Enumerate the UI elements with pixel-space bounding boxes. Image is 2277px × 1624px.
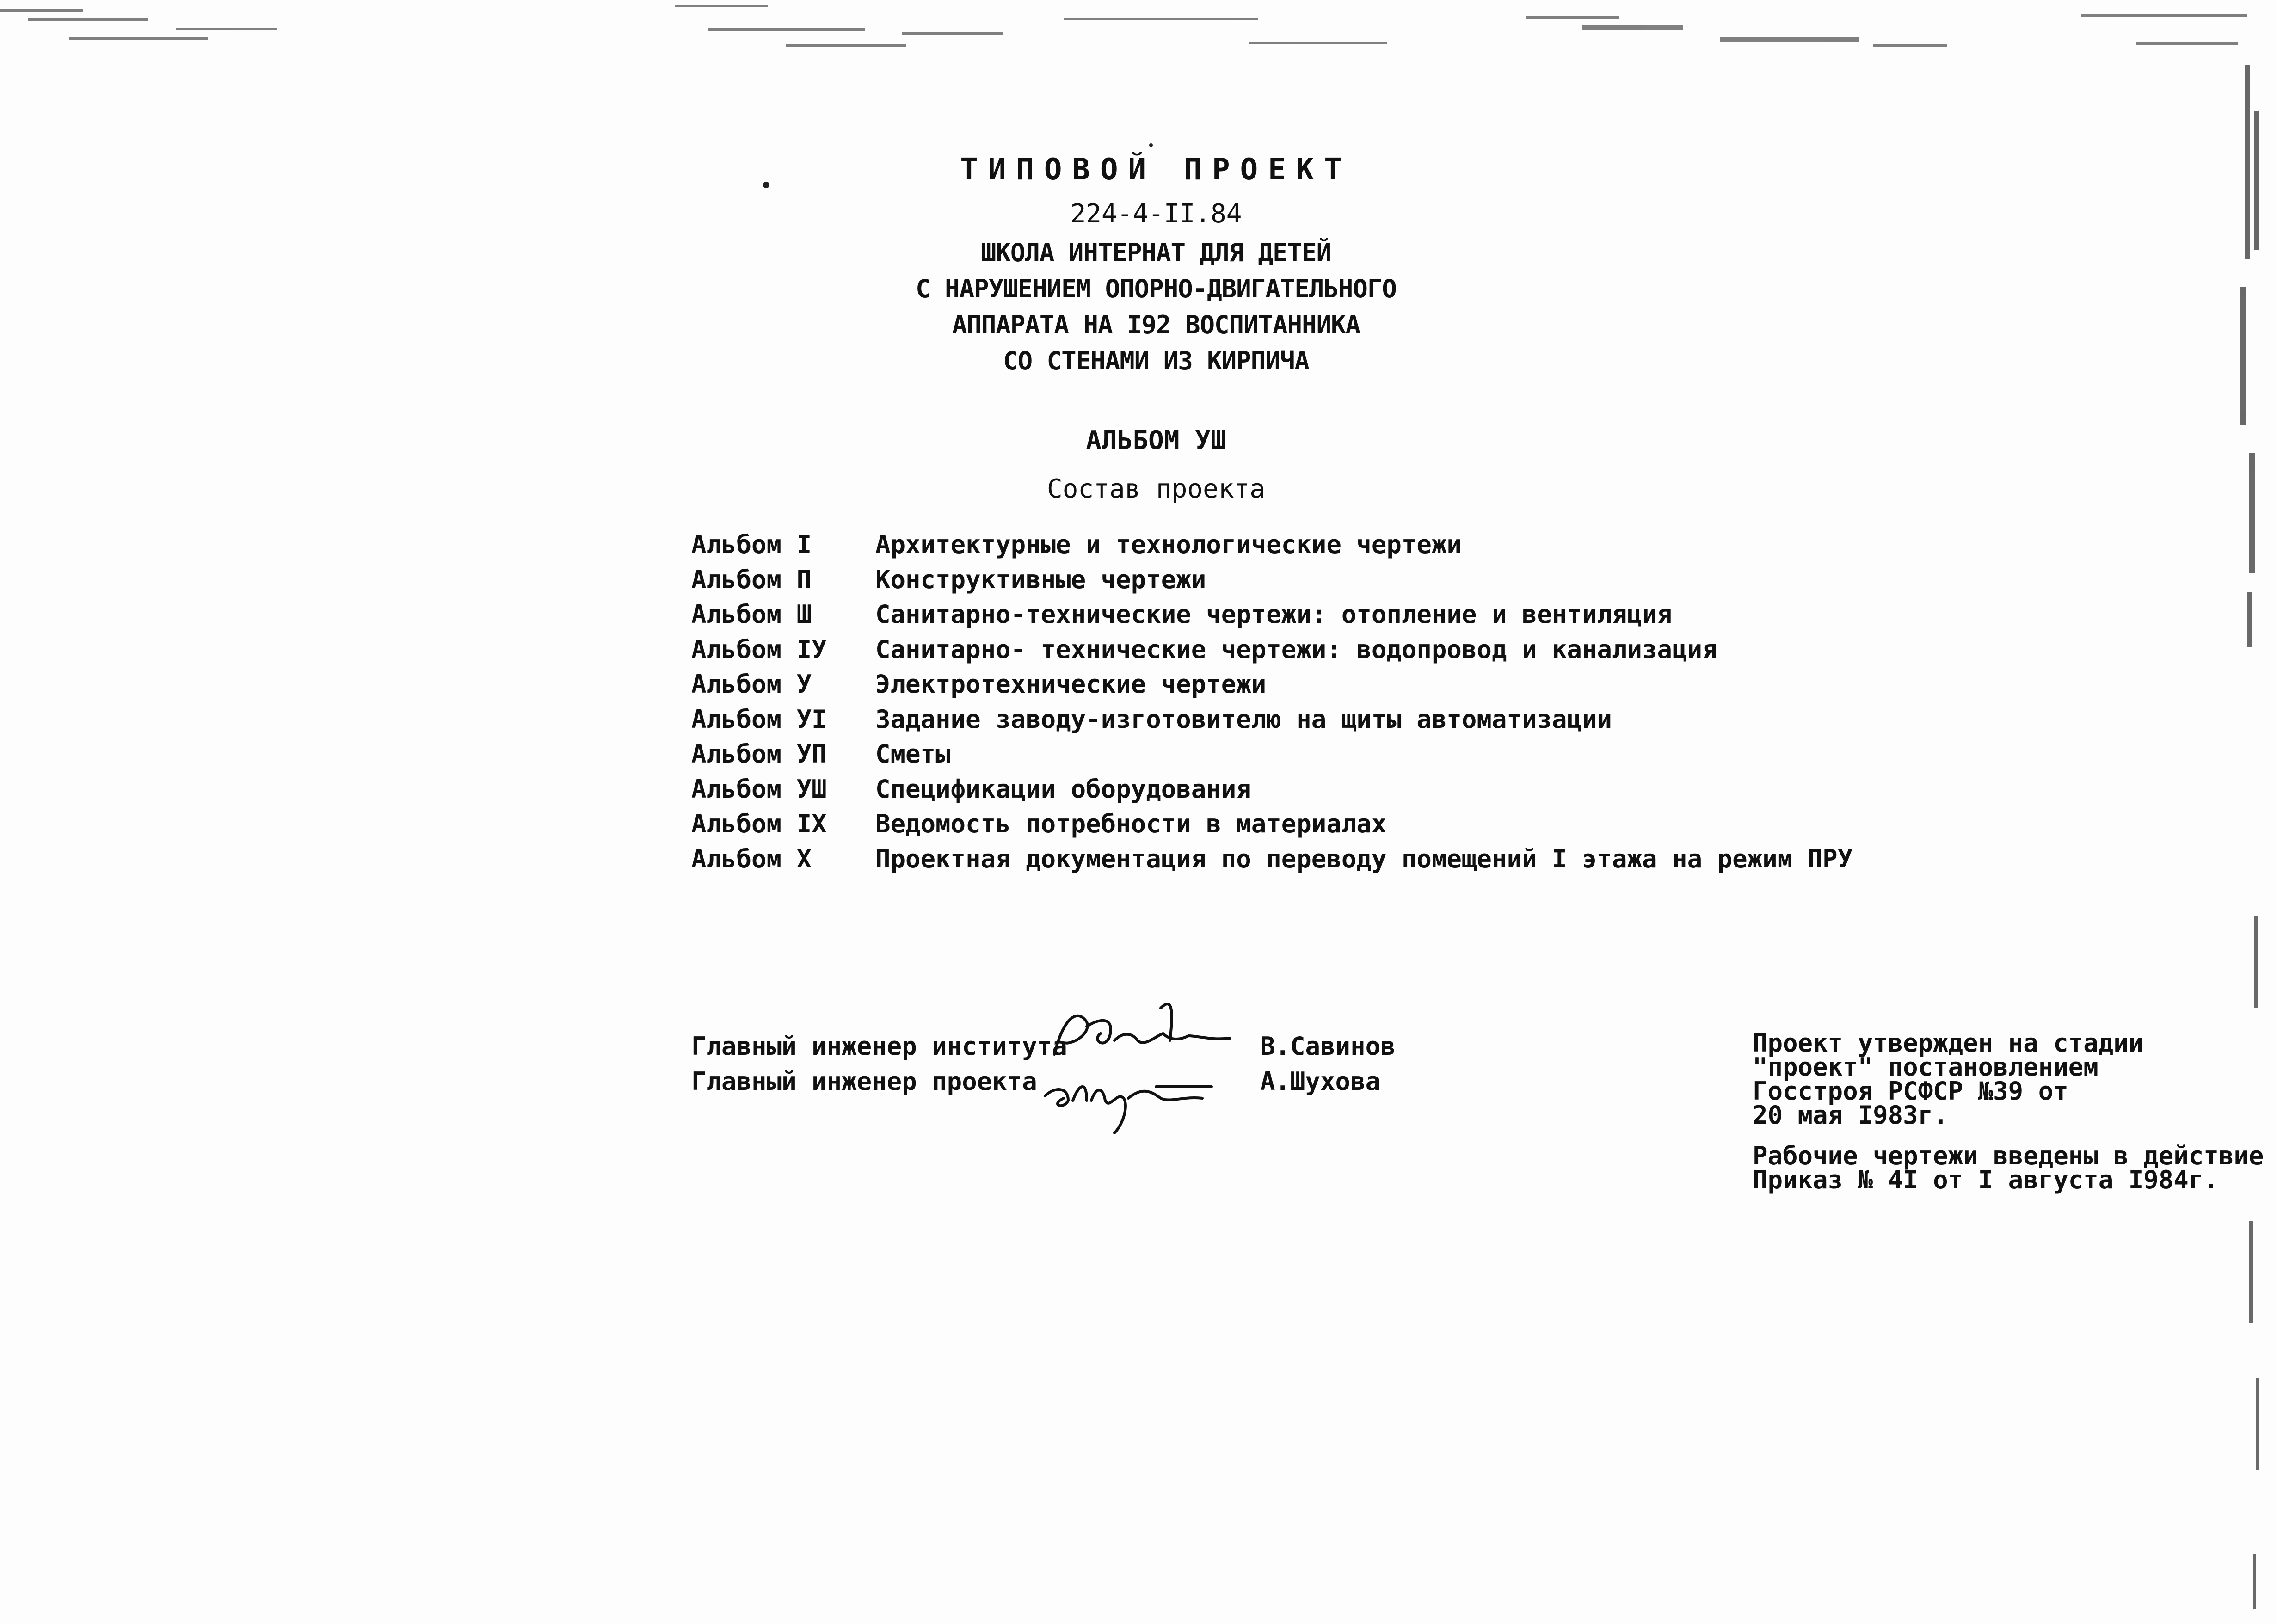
project-name-line-4: СО СТЕНАМИ ИЗ КИРПИЧА xyxy=(1003,346,1309,375)
album-description: Задание заводу-изготовителю на щиты автоматизации xyxy=(875,704,1612,734)
list-item xyxy=(691,632,1852,667)
album-description: Сметы xyxy=(875,739,951,769)
list-item xyxy=(691,806,1852,842)
scan-noise-top xyxy=(0,0,2277,74)
approval-block xyxy=(1753,1028,2264,1194)
album-number: Альбом Ш xyxy=(691,600,812,629)
list-item xyxy=(691,527,1852,562)
album-description: Спецификации оборудования xyxy=(875,774,1251,804)
album-description: Архитектурные и технологические чертежи xyxy=(875,530,1462,559)
approval-line: Проект утвержден на стадии xyxy=(1753,1028,2144,1058)
approval-line: Госстроя РСФСР №39 от xyxy=(1753,1077,2068,1106)
album-number: Альбом I xyxy=(691,530,812,559)
project-title: ТИПОВОЙ ПРОЕКТ xyxy=(960,153,1352,187)
scan-dot xyxy=(1149,143,1153,147)
album-description: Ведомость потребности в материалах xyxy=(875,809,1387,838)
signer-name: В.Савинов xyxy=(1260,1032,1396,1061)
album-number: Альбом IУ xyxy=(691,634,827,664)
signer-role: Главный инженер института xyxy=(691,1032,1067,1061)
project-name-line-1: ШКОЛА ИНТЕРНАТ ДЛЯ ДЕТЕЙ xyxy=(981,238,1331,267)
album-list xyxy=(691,527,1852,876)
album-number: Альбом УП xyxy=(691,739,827,769)
list-item xyxy=(691,667,1852,702)
signer-role: Главный инженер проекта xyxy=(691,1067,1037,1096)
scan-noise-right xyxy=(2203,0,2277,1624)
list-item xyxy=(691,772,1852,807)
album-description: Электротехнические чертежи xyxy=(875,670,1267,699)
album-number: Альбом IX xyxy=(691,809,827,838)
list-item xyxy=(691,562,1852,597)
project-name-line-2: С НАРУШЕНИЕМ ОПОРНО-ДВИГАТЕЛЬНОГО xyxy=(916,274,1397,303)
handwritten-signature-2 xyxy=(1036,1059,1258,1138)
project-name-line-3: АППАРАТА НА I92 ВОСПИТАННИКА xyxy=(952,310,1360,339)
list-item xyxy=(691,702,1852,737)
approval-line: 20 мая I983г. xyxy=(1753,1101,1948,1130)
list-item xyxy=(691,737,1852,772)
album-title: АЛЬБОМ УШ xyxy=(1086,425,1226,455)
approval-line: Рабочие чертежи введены в действие xyxy=(1753,1141,2264,1170)
album-number: Альбом П xyxy=(691,565,812,594)
album-number: Альбом У xyxy=(691,670,812,699)
list-item xyxy=(691,842,1852,877)
album-description: Санитарно- технические чертежи: водопровод и канализация xyxy=(875,634,1717,664)
album-description: Проектная документация по переводу помещений I этажа на режим ПРУ xyxy=(875,844,1853,874)
composition-title: Состав проекта xyxy=(1046,474,1265,504)
project-code: 224-4-II.84 xyxy=(1070,199,1242,229)
album-number: Альбом X xyxy=(691,844,812,874)
album-number: Альбом УШ xyxy=(691,774,827,804)
approval-line: Приказ № 4I от I августа I984г. xyxy=(1753,1165,2219,1194)
album-description: Конструктивные чертежи xyxy=(875,565,1206,594)
approval-line: "проект" постановлением xyxy=(1753,1052,2099,1082)
signer-name: А.Шухова xyxy=(1260,1067,1381,1096)
album-number: Альбом УI xyxy=(691,704,827,734)
list-item xyxy=(691,597,1852,632)
album-description: Санитарно-технические чертежи: отопление и вентиляция xyxy=(875,600,1673,629)
